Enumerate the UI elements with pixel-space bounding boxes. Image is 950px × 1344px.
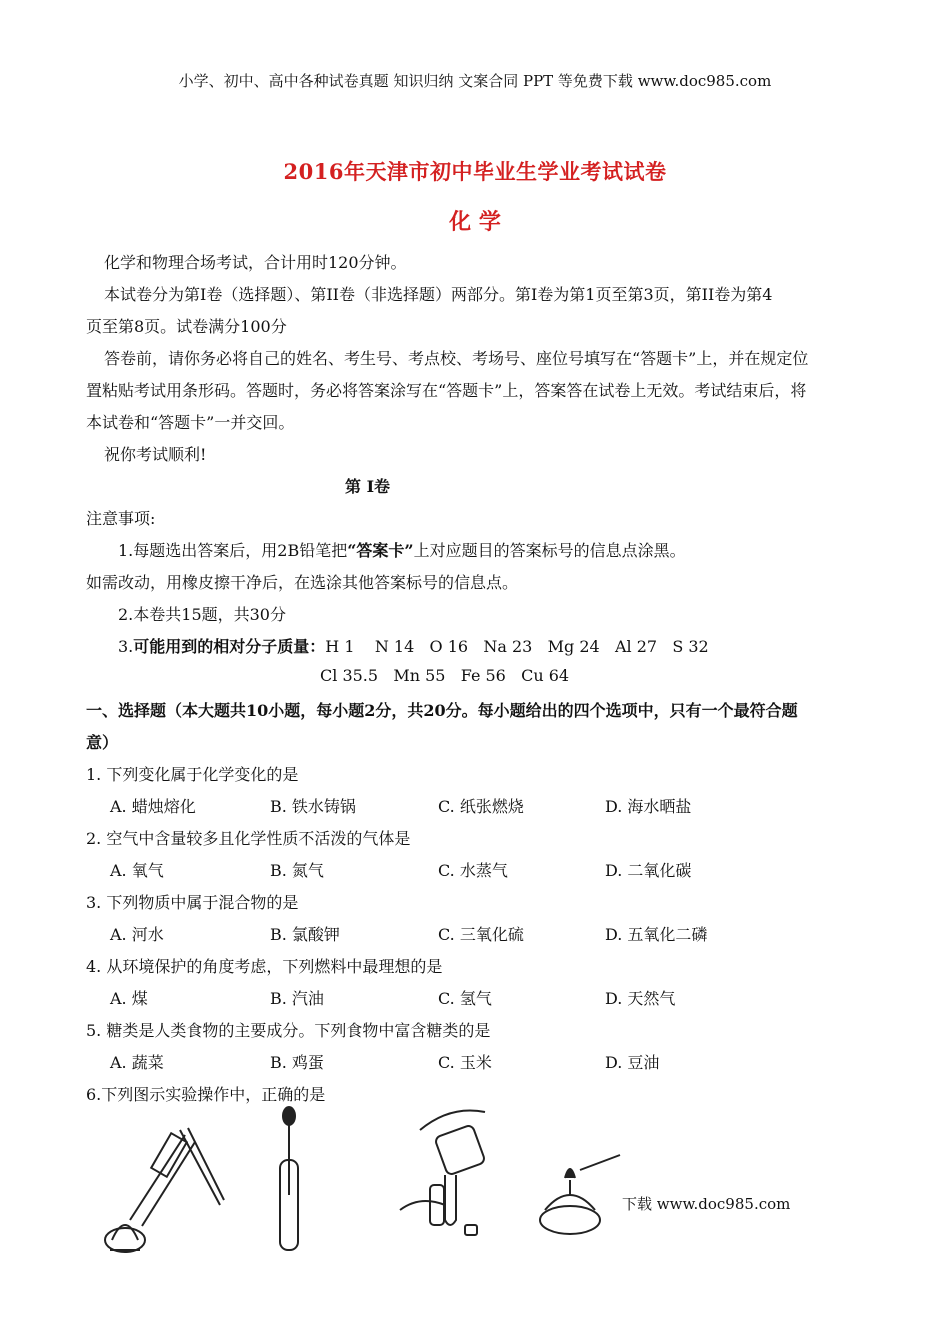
option-d: D. 豆油: [605, 1053, 660, 1072]
page-footer: 下载 www.doc985.com: [622, 1195, 791, 1213]
section-heading: 第 I卷: [345, 477, 391, 496]
option-c: C. 水蒸气: [438, 861, 508, 880]
option-a: A. 氧气: [110, 861, 164, 880]
subject-title: 化 学: [449, 209, 501, 235]
option-b: B. 汽油: [270, 989, 324, 1008]
option-b: B. 鸡蛋: [270, 1053, 324, 1072]
option-c: C. 三氧化硫: [438, 925, 524, 944]
question-stem: 1. 下列变化属于化学变化的是: [86, 765, 299, 784]
note-3: [118, 634, 709, 657]
question-stem: 3. 下列物质中属于混合物的是: [86, 893, 299, 912]
note-1-post: 上对应题目的答案标号的信息点涂黑。: [413, 541, 686, 560]
note-3-values: H 1 N 14 O 16 Na 23 Mg 24 Al 27 S 32: [325, 637, 709, 656]
figure-d-lighting-lamp: [540, 1155, 620, 1234]
note-3-num: 3.: [118, 637, 134, 656]
intro-line-7: 祝你考试顺利!: [104, 445, 207, 464]
exam-title: 2016年天津市初中毕业生学业考试试卷: [283, 159, 667, 184]
option-b: B. 氯酸钾: [270, 925, 340, 944]
option-c: C. 氢气: [438, 989, 492, 1008]
question-stem: 2. 空气中含量较多且化学性质不活泼的气体是: [86, 829, 411, 848]
intro-line-1: 化学和物理合场考试，合计用时120分钟。: [104, 253, 407, 272]
note-1-cont: 如需改动，用橡皮擦干净后，在选涂其他答案标号的信息点。: [86, 573, 519, 592]
note-3-label: 可能用到的相对分子质量：: [133, 637, 326, 656]
part-one-heading: 一、选择题（本大题共10小题，每小题2分，共20分。每小题给出的四个选项中，只有一个最符合题: [86, 701, 798, 720]
option-b: B. 铁水铸锅: [270, 797, 356, 816]
intro-line-4: 答卷前，请你务必将自己的姓名、考生号、考点校、考场号、座位号填写在“答题卡”上，并在规定位: [104, 349, 809, 368]
option-a: A. 蜡烛熔化: [110, 797, 196, 816]
lab-figures: [100, 1100, 820, 1260]
intro-line-3: 页至第8页。试卷满分100分: [86, 317, 287, 336]
option-d: D. 五氧化二磷: [605, 925, 708, 944]
option-b: B. 氮气: [270, 861, 324, 880]
part-one-heading-cont: 意）: [86, 733, 119, 752]
note-1-pre: 1.每题选出答案后，用2B铅笔把: [118, 541, 348, 560]
intro-line-5: 置粘贴考试用条形码。答题时，务必将答案涂写在“答题卡”上，答案答在试卷上无效。考试结束后，将: [86, 381, 807, 400]
option-a: A. 煤: [110, 989, 148, 1008]
intro-line-6: 本试卷和“答题卡”一并交回。: [86, 413, 295, 432]
page-header: 小学、初中、高中各种试卷真题 知识归纳 文案合同 PPT 等免费下载 www.doc985.com: [178, 72, 772, 90]
question-stem: 4. 从环境保护的角度考虑，下列燃料中最理想的是: [86, 957, 443, 976]
option-a: A. 河水: [110, 925, 164, 944]
figure-c-pouring-liquid: [400, 1110, 486, 1235]
note-1-bold: “答案卡”: [347, 541, 414, 560]
option-d: D. 天然气: [605, 989, 676, 1008]
intro-line-2: 本试卷分为第I卷（选择题）、第II卷（非选择题）两部分。第I卷为第1页至第3页，第II卷为第4: [104, 285, 773, 304]
option-d: D. 二氧化碳: [605, 861, 692, 880]
question-stem: 6.下列图示实验操作中，正确的是: [86, 1085, 326, 1104]
option-d: D. 海水晒盐: [605, 797, 692, 816]
notes-label: 注意事项:: [86, 509, 156, 528]
option-c: C. 纸张燃烧: [438, 797, 524, 816]
note-2: 2.本卷共15题，共30分: [118, 605, 286, 624]
option-c: C. 玉米: [438, 1053, 492, 1072]
note-1: [118, 538, 686, 561]
question-stem: 5. 糖类是人类食物的主要成分。下列食物中富含糖类的是: [86, 1021, 491, 1040]
figure-a-heating-tube: [105, 1128, 224, 1252]
note-3-values-2: Cl 35.5 Mn 55 Fe 56 Cu 64: [320, 666, 570, 685]
option-a: A. 蔬菜: [110, 1053, 164, 1072]
figure-b-dropper-tube: [280, 1107, 298, 1250]
